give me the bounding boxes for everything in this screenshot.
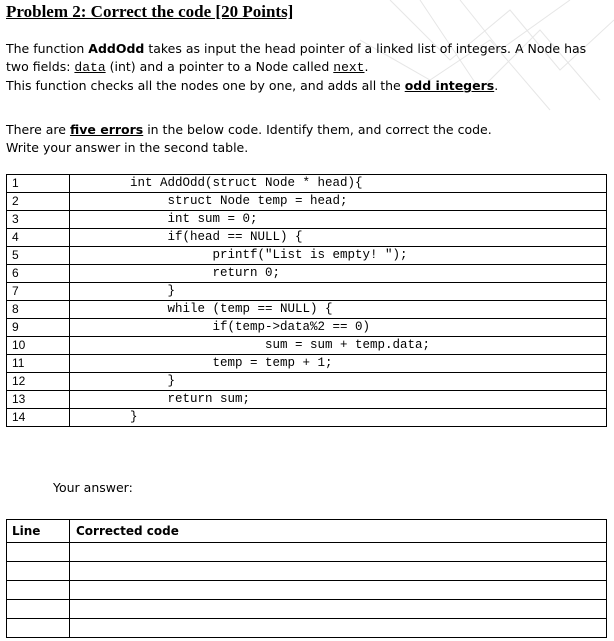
code-row bbox=[7, 283, 607, 301]
code-row bbox=[7, 175, 607, 193]
answer-table-header bbox=[7, 520, 607, 543]
code-line: } bbox=[70, 409, 607, 427]
line-number: 7 bbox=[7, 283, 70, 301]
header-corrected-code: Corrected code bbox=[70, 520, 607, 543]
code-row bbox=[7, 391, 607, 409]
code-line: printf("List is empty! "); bbox=[70, 247, 607, 265]
code-row bbox=[7, 229, 607, 247]
answer-row bbox=[7, 619, 607, 638]
code-line: if(temp->data%2 == 0) bbox=[70, 319, 607, 337]
answer-line-cell[interactable] bbox=[7, 619, 70, 638]
answer-code-cell[interactable] bbox=[70, 600, 607, 619]
line-number: 12 bbox=[7, 373, 70, 391]
line-number: 11 bbox=[7, 355, 70, 373]
field-next: next bbox=[333, 60, 365, 75]
line-number: 4 bbox=[7, 229, 70, 247]
code-row bbox=[7, 301, 607, 319]
problem-description: The function AddOdd takes as input the head pointer of a linked list of integers. A Node has two fields: data (int) and a pointer to a Node called next. This function checks all the nodes one by one, and adds all the odd integers. bbox=[6, 41, 587, 93]
answer-line-cell[interactable] bbox=[7, 581, 70, 600]
instructions: There are five errors in the below code. Identify them, and correct the code. Write your answer in the second table. bbox=[6, 122, 492, 155]
line-number: 14 bbox=[7, 409, 70, 427]
code-row bbox=[7, 265, 607, 283]
answer-row bbox=[7, 562, 607, 581]
code-row bbox=[7, 373, 607, 391]
emphasis-odd-integers: odd integers bbox=[404, 78, 495, 93]
field-data: data bbox=[74, 60, 106, 75]
code-line: } bbox=[70, 283, 607, 301]
code-line: int sum = 0; bbox=[70, 211, 607, 229]
code-line: sum = sum + temp.data; bbox=[70, 337, 607, 355]
code-row bbox=[7, 247, 607, 265]
code-line: int AddOdd(struct Node * head){ bbox=[70, 175, 607, 193]
code-row bbox=[7, 355, 607, 373]
answer-row bbox=[7, 600, 607, 619]
code-line: while (temp == NULL) { bbox=[70, 301, 607, 319]
your-answer-label: Your answer: bbox=[53, 480, 133, 495]
line-number: 13 bbox=[7, 391, 70, 409]
code-table bbox=[6, 174, 607, 427]
code-row bbox=[7, 319, 607, 337]
code-line: temp = temp + 1; bbox=[70, 355, 607, 373]
code-line: } bbox=[70, 373, 607, 391]
code-row bbox=[7, 337, 607, 355]
answer-line-cell[interactable] bbox=[7, 543, 70, 562]
header-line: Line bbox=[7, 520, 70, 543]
line-number: 9 bbox=[7, 319, 70, 337]
code-row bbox=[7, 193, 607, 211]
code-line: if(head == NULL) { bbox=[70, 229, 607, 247]
line-number: 6 bbox=[7, 265, 70, 283]
line-number: 10 bbox=[7, 337, 70, 355]
line-number: 1 bbox=[7, 175, 70, 193]
line-number: 5 bbox=[7, 247, 70, 265]
emphasis-five-errors: five errors bbox=[69, 122, 144, 137]
answer-code-cell[interactable] bbox=[70, 543, 607, 562]
code-row bbox=[7, 409, 607, 427]
answer-code-cell[interactable] bbox=[70, 562, 607, 581]
code-line: return sum; bbox=[70, 391, 607, 409]
problem-title: Problem 2: Correct the code [20 Points] bbox=[6, 2, 294, 21]
function-name: AddOdd bbox=[88, 41, 145, 56]
answer-line-cell[interactable] bbox=[7, 600, 70, 619]
line-number: 3 bbox=[7, 211, 70, 229]
line-number: 8 bbox=[7, 301, 70, 319]
answer-line-cell[interactable] bbox=[7, 562, 70, 581]
code-row bbox=[7, 211, 607, 229]
answer-row bbox=[7, 543, 607, 562]
answer-code-cell[interactable] bbox=[70, 581, 607, 600]
answer-table bbox=[6, 519, 607, 638]
answer-code-cell[interactable] bbox=[70, 619, 607, 638]
code-line: struct Node temp = head; bbox=[70, 193, 607, 211]
line-number: 2 bbox=[7, 193, 70, 211]
answer-row bbox=[7, 581, 607, 600]
code-line: return 0; bbox=[70, 265, 607, 283]
